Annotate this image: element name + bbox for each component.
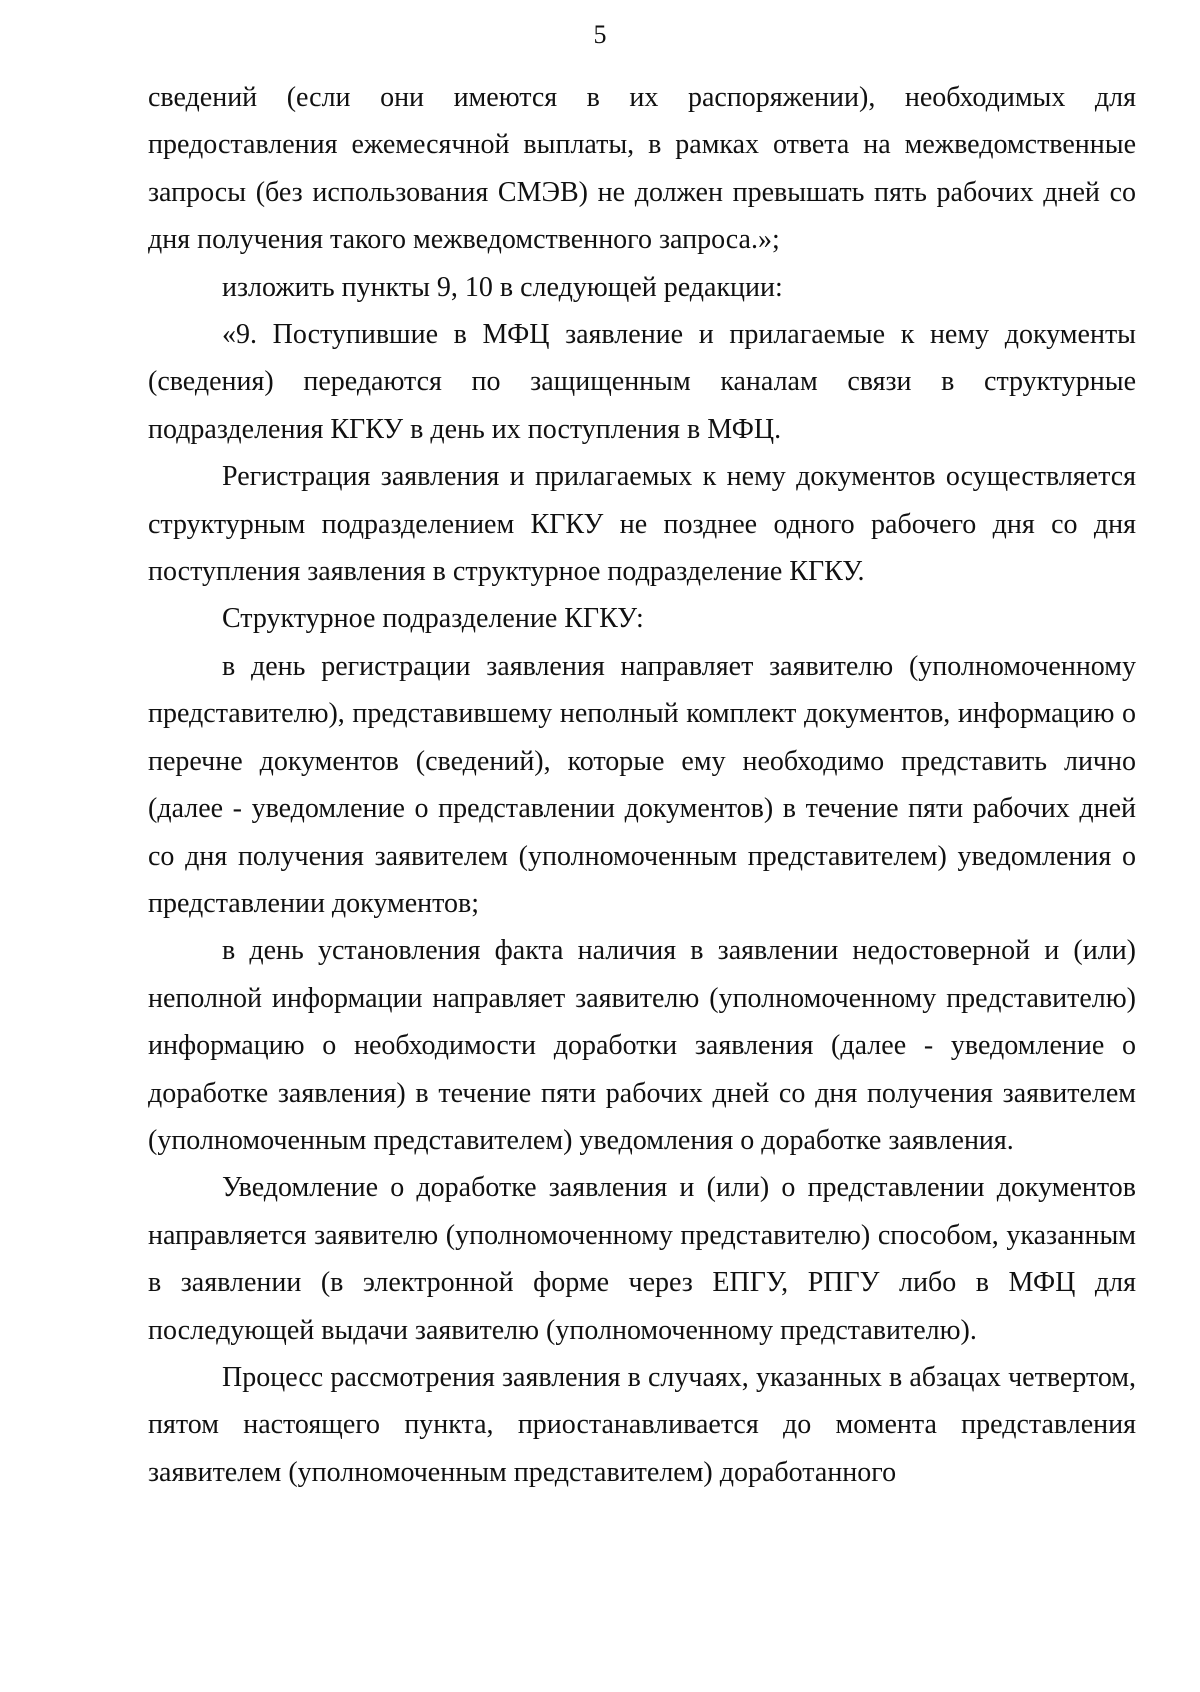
paragraph-inaccurate-information: в день установления факта наличия в заявлении недостоверной и (или) неполной информации направляет заявителю (уполномоченному представителю) информацию о необходимости доработки заявления (далее - уведомление о доработке заявления) в течение пяти рабочих дней со дня получения заявителем (уполномоченным представителем) уведомления о доработке заявления. xyxy=(148,935,1136,1156)
paragraph-amendment-instruction: изложить пункты 9, 10 в следующей редакции: xyxy=(222,271,783,303)
paragraph-continuation: сведений (если они имеются в их распоряжении), необходимых для предоставления ежемесячной выплаты, в рамках ответа на межведомственные запросы (без использования СМЭВ) не должен превышать пять рабочих дней со дня получения такого межведомственного запроса.»; xyxy=(148,82,1136,256)
paragraph-incomplete-documents: в день регистрации заявления направляет заявителю (уполномоченному представителю), представившему неполный комплект документов, информацию о перечне документов (сведений), которые ему необходимо представить лично (далее - уведомление о представлении документов) в течение пяти рабочих дней со дня получения заявителем (уполномоченным представителем) уведомления о представлении документов; xyxy=(148,650,1136,919)
page-number: 5 xyxy=(593,20,607,49)
paragraph-structural-unit: Структурное подразделение КГКУ: xyxy=(222,603,644,635)
paragraph-notification-method: Уведомление о доработке заявления и (или) о представлении документов направляется заявителю (уполномоченному представителю) способом, указанным в заявлении (в электронной форме через ЕПГУ, РПГУ либо в МФЦ для последующей выдачи заявителю (уполномоченному представителю). xyxy=(148,1172,1136,1346)
paragraph-suspension: Процесс рассмотрения заявления в случаях, указанных в абзацах четвертом, пятом настоящего пункта, приостанавливается до момента представления заявителем (уполномоченным представителем) доработанного xyxy=(148,1361,1136,1488)
paragraph-item-9: «9. Поступившие в МФЦ заявление и прилагаемые к нему документы (сведения) передаются по защищенным каналам связи в структурные подразделения КГКУ в день их поступления в МФЦ. xyxy=(148,319,1136,445)
document-body xyxy=(148,74,1136,1496)
paragraph-registration: Регистрация заявления и прилагаемых к нему документов осуществляется структурным подразделением КГКУ не позднее одного рабочего дня со дня поступления заявления в структурное подразделение КГКУ. xyxy=(148,461,1136,588)
